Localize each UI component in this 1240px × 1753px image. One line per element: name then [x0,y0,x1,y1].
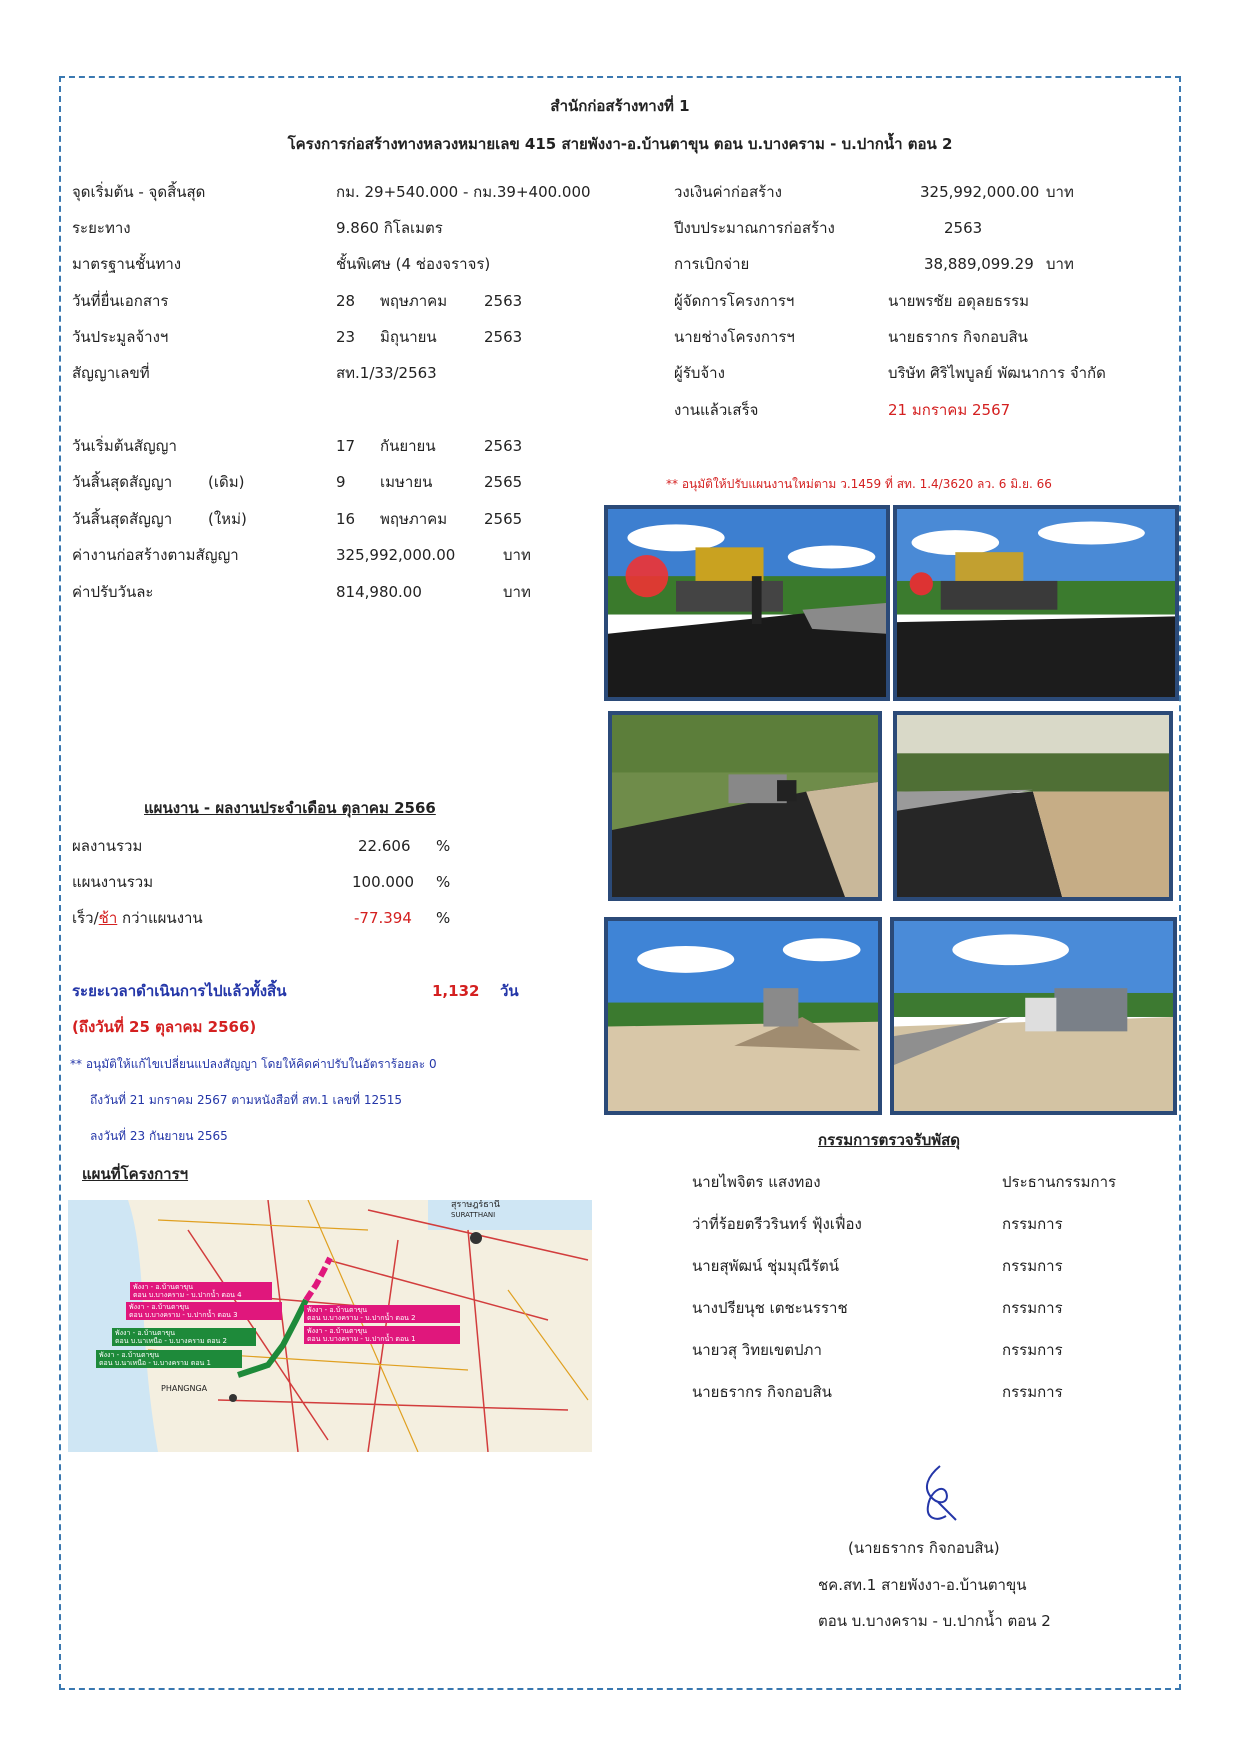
info-label: วันประมูลจ้างฯ [72,328,169,346]
committee-member-name: นายไพจิตร แสงทอง [692,1173,821,1191]
info-value: 9.860 กิโลเมตร [336,219,443,237]
signature-title-1: ชค.สท.1 สายพังงา-อ.บ้านตาขุน [818,1576,1027,1594]
date-day: 28 [336,292,356,310]
map-phangnga: PHANGNGA [161,1384,208,1393]
progress-label: แผนงานรวม [72,873,154,891]
committee-member-name: นายธรากร กิจกอบสิน [692,1383,832,1401]
date-month: พฤษภาคม [380,510,448,528]
info-label: นายช่างโครงการฯ [674,328,795,346]
project-title: โครงการก่อสร้างทางหลวงหมายเลข 415 สายพังงา-อ.บ้านตาขุน ตอน บ.บางคราม - บ.ปากน้ำ ตอน 2 [287,135,953,153]
seg-line: พังงา - อ.บ้านตาขุน [115,1329,175,1337]
money-value: 325,992,000.00 [336,546,456,564]
seg-line: พังงา - อ.บ้านตาขุน [129,1303,189,1311]
map-segment-2 [304,1305,460,1323]
map-segment-green-2 [112,1328,256,1346]
contract-sub: (เดิม) [208,473,245,491]
info-label: ปีงบประมาณการก่อสร้าง [674,219,835,237]
seg-line: พังงา - อ.บ้านตาขุน [307,1306,367,1314]
committee-heading: กรรมการตรวจรับพัสดุ [818,1131,961,1149]
seg-line: ตอน บ.นาเหนือ - บ.บางคราม ตอน 2 [115,1337,228,1345]
diff-fast: เร็ว/ [72,909,99,927]
info-label: ระยะทาง [72,219,131,237]
seg-line: พังงา - อ.บ้านตาขุน [99,1351,159,1359]
date-year: 2563 [484,437,523,455]
amend-note-1: ** อนุมัติให้แก้ไขเปลี่ยนแปลงสัญญา โดยให้คิดค่าปรับในอัตราร้อยละ 0 [70,1057,437,1071]
site-photo-trucks [890,917,1177,1115]
approval-note: ** อนุมัติให้ปรับแผนงานใหม่ตาม ว.1459 ที่ สท. 1.4/3620 ลว. 6 มิ.ย. 66 [666,477,1052,491]
map-segment-green-1 [96,1350,242,1368]
info-unit: บาท [1046,183,1074,201]
info-label: จุดเริ่มต้น - จุดสิ้นสุด [72,183,206,201]
progress-value: 100.000 [352,873,415,891]
info-value: 38,889,099.29 [924,255,1034,273]
committee-member-name: ว่าที่ร้อยตรีวรินทร์ ฟุ้งเฟื่อง [692,1215,862,1233]
date-month: พฤษภาคม [380,292,448,310]
seg-line: ตอน บ.บางคราม - บ.ปากน้ำ ตอน 2 [307,1314,416,1322]
date-year: 2565 [484,473,523,491]
money-unit: บาท [503,546,531,564]
committee-member-role: กรรมการ [1002,1383,1063,1401]
diff-rest: กว่าแผนงาน [117,909,203,927]
progress-unit: % [436,909,451,927]
site-photo-paver-1 [604,505,890,701]
committee-member-role: ประธานกรรมการ [1002,1173,1117,1191]
money-unit: บาท [503,583,531,601]
seg-line: ตอน บ.บางคราม - บ.ปากน้ำ ตอน 3 [129,1311,238,1319]
amend-note-3: ลงวันที่ 23 กันยายน 2565 [90,1129,228,1143]
elapsed-unit: วัน [500,982,519,1000]
contract-label: วันเริ่มต้นสัญญา [72,437,177,455]
info-value: 2563 [944,219,983,237]
info-label: ผู้รับจ้าง [674,364,725,382]
committee-member-name: นายวสุ วิทยเขตปภา [692,1341,822,1359]
map-segment-3 [126,1302,282,1320]
amend-note-2: ถึงวันที่ 21 มกราคม 2567 ตามหนังสือที่ สท.1 เลขที่ 12515 [90,1093,403,1107]
committee-member-name: นางปรียนุช เตชะนรราช [692,1299,848,1317]
signature-mark [910,1462,970,1526]
info-value: 325,992,000.00 [920,183,1040,201]
info-label: การเบิกจ่าย [674,255,750,273]
map-city-en: SURATTHANI [451,1211,496,1219]
money-value: 814,980.00 [336,583,422,601]
site-photo-spraying [608,711,882,901]
info-label: ผู้จัดการโครงการฯ [674,292,795,310]
site-photo-paver-2 [893,505,1179,701]
progress-unit: % [436,873,451,891]
map-city: สุราษฎร์ธานี [451,1200,500,1210]
map-segment-4 [130,1282,272,1300]
progress-diff-value: -77.394 [354,909,412,927]
site-photo-dump-truck [604,917,882,1115]
committee-member-role: กรรมการ [1002,1215,1063,1233]
info-value: ชั้นพิเศษ (4 ช่องจราจร) [336,255,491,273]
progress-unit: % [436,837,451,855]
seg-line: ตอน บ.บางคราม - บ.ปากน้ำ ตอน 4 [133,1291,242,1299]
committee-member-role: กรรมการ [1002,1299,1063,1317]
progress-label: ผลงานรวม [72,837,143,855]
site-photo-road [893,711,1173,901]
map-heading: แผนที่โครงการฯ [82,1165,189,1183]
seg-line: ตอน บ.บางคราม - บ.ปากน้ำ ตอน 1 [307,1335,416,1343]
date-year: 2565 [484,510,523,528]
date-month: เมษายน [380,473,433,491]
committee-member-role: กรรมการ [1002,1257,1063,1275]
seg-line: พังงา - อ.บ้านตาขุน [307,1327,367,1335]
date-month: กันยายน [380,437,436,455]
seg-line: ตอน บ.นาเหนือ - บ.บางคราม ตอน 1 [99,1359,212,1367]
committee-member-name: นายสุพัฒน์ ชุ่มมุณีรัตน์ [692,1257,840,1275]
info-value: นายธรากร กิจกอบสิน [888,328,1028,346]
info-label: วงเงินค่าก่อสร้าง [674,183,782,201]
progress-value: 22.606 [358,837,411,855]
info-value: กม. 29+540.000 - กม.39+400.000 [336,183,591,201]
date-day: 9 [336,473,346,491]
signature-name: (นายธรากร กิจกอบสิน) [848,1539,1000,1557]
seg-line: พังงา - อ.บ้านตาขุน [133,1283,193,1291]
elapsed-asof: (ถึงวันที่ 25 ตุลาคม 2566) [72,1018,257,1036]
info-value: สท.1/33/2563 [336,364,437,382]
progress-heading: แผนงาน - ผลงานประจำเดือน ตุลาคม 2566 [144,799,436,817]
info-label: สัญญาเลขที่ [72,364,150,382]
info-unit: บาท [1046,255,1074,273]
project-map [68,1200,592,1452]
contract-sub: (ใหม่) [208,510,247,528]
completion-date: 21 มกราคม 2567 [888,401,1011,419]
diff-slow: ช้า [98,909,118,927]
signature-title-2: ตอน บ.บางคราม - บ.ปากน้ำ ตอน 2 [818,1612,1051,1630]
money-label: ค่าปรับวันละ [72,583,154,601]
date-year: 2563 [484,292,523,310]
info-value: บริษัท ศิริไพบูลย์ พัฒนาการ จำกัด [888,364,1106,382]
elapsed-label: ระยะเวลาดำเนินการไปแล้วทั้งสิ้น [72,982,287,1000]
date-month: มิถุนายน [380,328,437,346]
info-label: มาตรฐานชั้นทาง [72,255,182,273]
contract-label: วันสิ้นสุดสัญญา [72,473,173,491]
contract-label: วันสิ้นสุดสัญญา [72,510,173,528]
info-label: งานแล้วเสร็จ [674,401,759,419]
elapsed-value: 1,132 [432,982,480,1000]
date-year: 2563 [484,328,523,346]
date-day: 23 [336,328,356,346]
date-day: 16 [336,510,356,528]
committee-member-role: กรรมการ [1002,1341,1063,1359]
office-title: สำนักก่อสร้างทางที่ 1 [550,97,690,115]
info-label: วันที่ยื่นเอกสาร [72,292,169,310]
money-label: ค่างานก่อสร้างตามสัญญา [72,546,239,564]
progress-diff-label [72,908,203,928]
info-value: นายพรชัย อดุลยธรรม [888,292,1030,310]
map-segment-1 [304,1326,460,1344]
date-day: 17 [336,437,356,455]
